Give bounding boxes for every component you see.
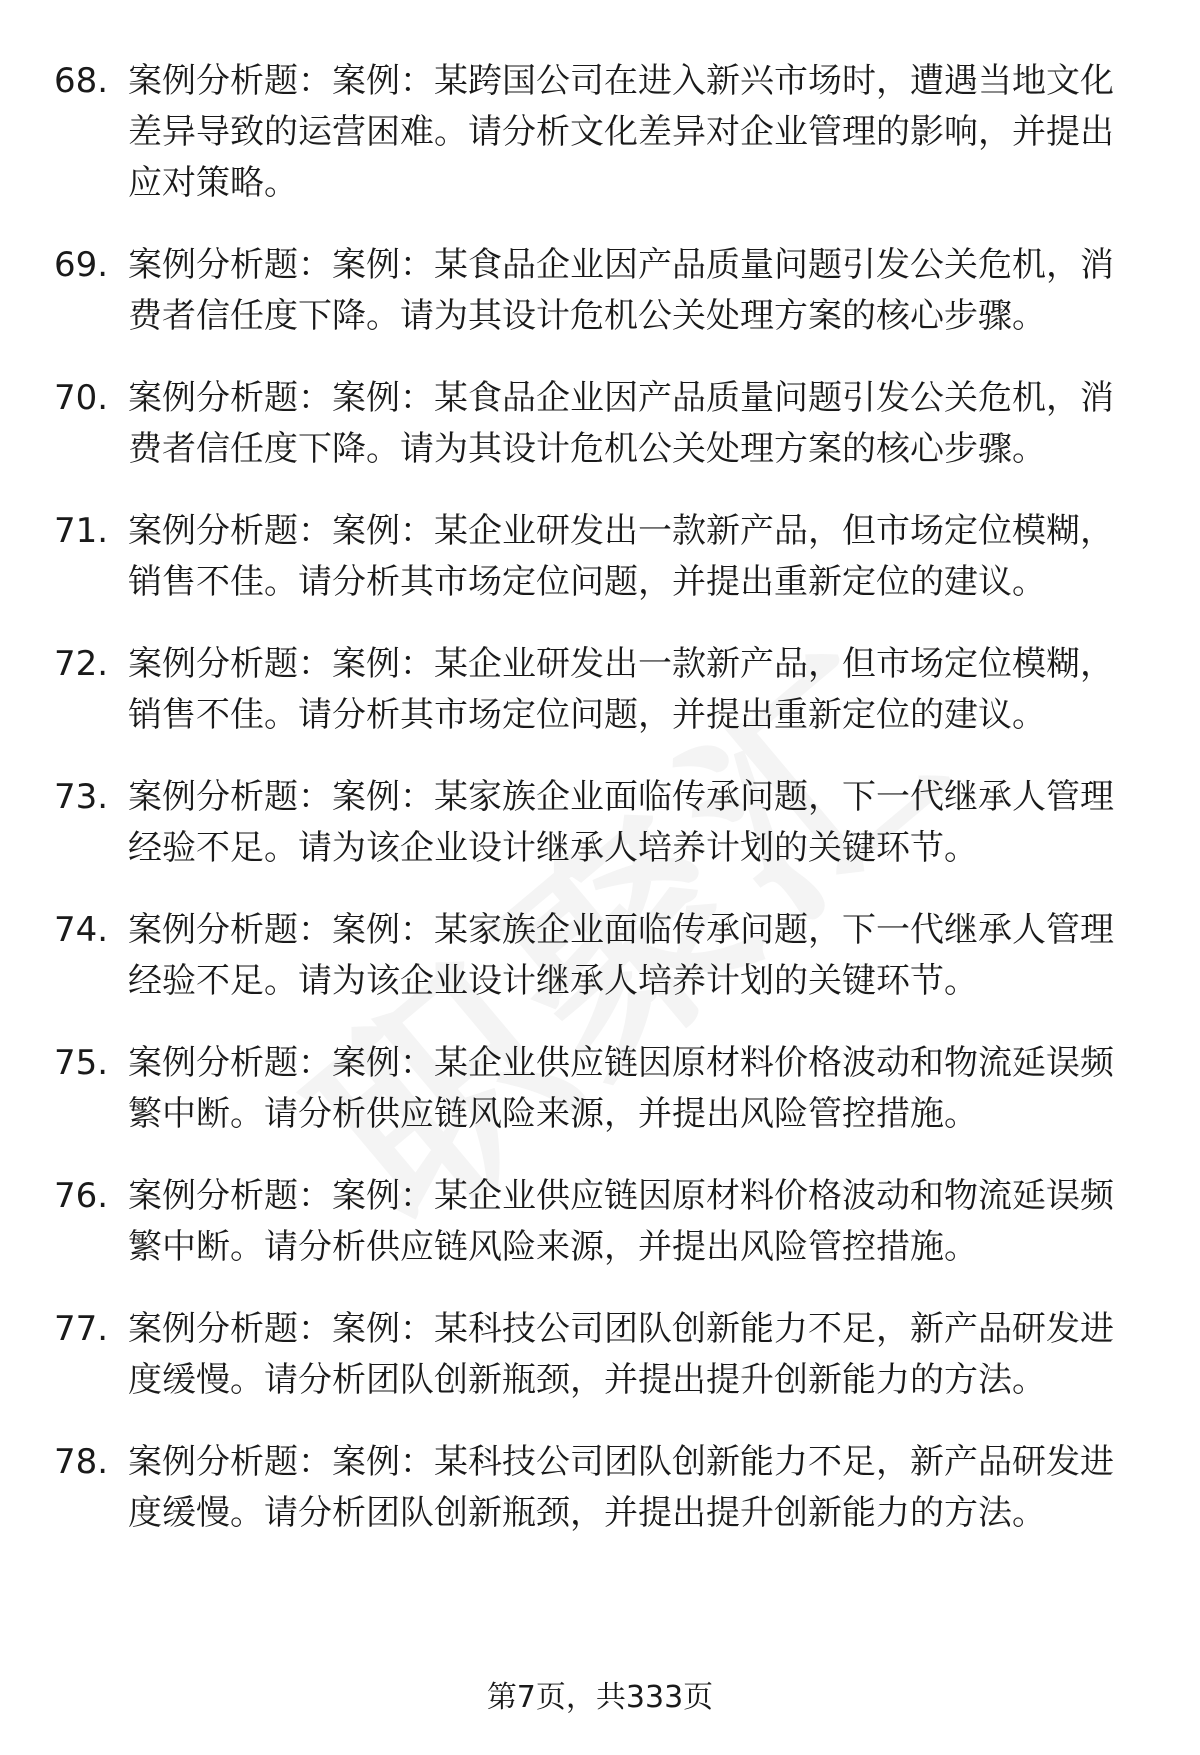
question-number: 69. (54, 245, 109, 285)
question-number: 68. (54, 61, 109, 101)
question-number: 76. (54, 1176, 109, 1216)
question-number: 71. (54, 511, 109, 551)
question-number: 70. (54, 378, 109, 418)
question-list (0, 56, 1200, 1570)
question-number: 75. (54, 1043, 109, 1083)
question-item (0, 1171, 1200, 1273)
question-number: 72. (54, 644, 109, 684)
question-number: 73. (54, 777, 109, 817)
question-item (0, 56, 1200, 209)
question-item (0, 1437, 1200, 1539)
question-number: 77. (54, 1309, 109, 1349)
page-number-label: 第7页，共333页 (486, 1680, 714, 1715)
question-text: 案例分析题：案例：某企业研发出一款新产品，但市场定位模糊，销售不佳。请分析其市场定位问题，并提出重新定位的建议。 (128, 644, 1114, 735)
question-text: 案例分析题：案例：某企业供应链因原材料价格波动和物流延误频繁中断。请分析供应链风险来源，并提出风险管控措施。 (128, 1043, 1114, 1134)
question-text: 案例分析题：案例：某企业供应链因原材料价格波动和物流延误频繁中断。请分析供应链风险来源，并提出风险管控措施。 (128, 1176, 1114, 1267)
question-item (0, 905, 1200, 1007)
question-text: 案例分析题：案例：某科技公司团队创新能力不足，新产品研发进度缓慢。请分析团队创新瓶颈，并提出提升创新能力的方法。 (128, 1442, 1114, 1533)
question-text: 案例分析题：案例：某企业研发出一款新产品，但市场定位模糊，销售不佳。请分析其市场定位问题，并提出重新定位的建议。 (128, 511, 1114, 602)
question-item (0, 1304, 1200, 1406)
page-footer (0, 1678, 1200, 1718)
question-item (0, 639, 1200, 741)
question-text: 案例分析题：案例：某跨国公司在进入新兴市场时，遭遇当地文化差异导致的运营困难。请分析文化差异对企业管理的影响，并提出应对策略。 (128, 61, 1114, 203)
question-item (0, 1038, 1200, 1140)
question-text: 案例分析题：案例：某家族企业面临传承问题，下一代继承人管理经验不足。请为该企业设计继承人培养计划的关键环节。 (128, 910, 1114, 1001)
question-number: 74. (54, 910, 109, 950)
question-text: 案例分析题：案例：某家族企业面临传承问题，下一代继承人管理经验不足。请为该企业设计继承人培养计划的关键环节。 (128, 777, 1114, 868)
question-item (0, 772, 1200, 874)
question-text: 案例分析题：案例：某食品企业因产品质量问题引发公关危机，消费者信任度下降。请为其设计危机公关处理方案的核心步骤。 (128, 378, 1114, 469)
question-number: 78. (54, 1442, 109, 1482)
question-item (0, 373, 1200, 475)
question-text: 案例分析题：案例：某科技公司团队创新能力不足，新产品研发进度缓慢。请分析团队创新瓶颈，并提出提升创新能力的方法。 (128, 1309, 1114, 1400)
question-item (0, 506, 1200, 608)
question-text: 案例分析题：案例：某食品企业因产品质量问题引发公关危机，消费者信任度下降。请为其设计危机公关处理方案的核心步骤。 (128, 245, 1114, 336)
question-item (0, 240, 1200, 342)
